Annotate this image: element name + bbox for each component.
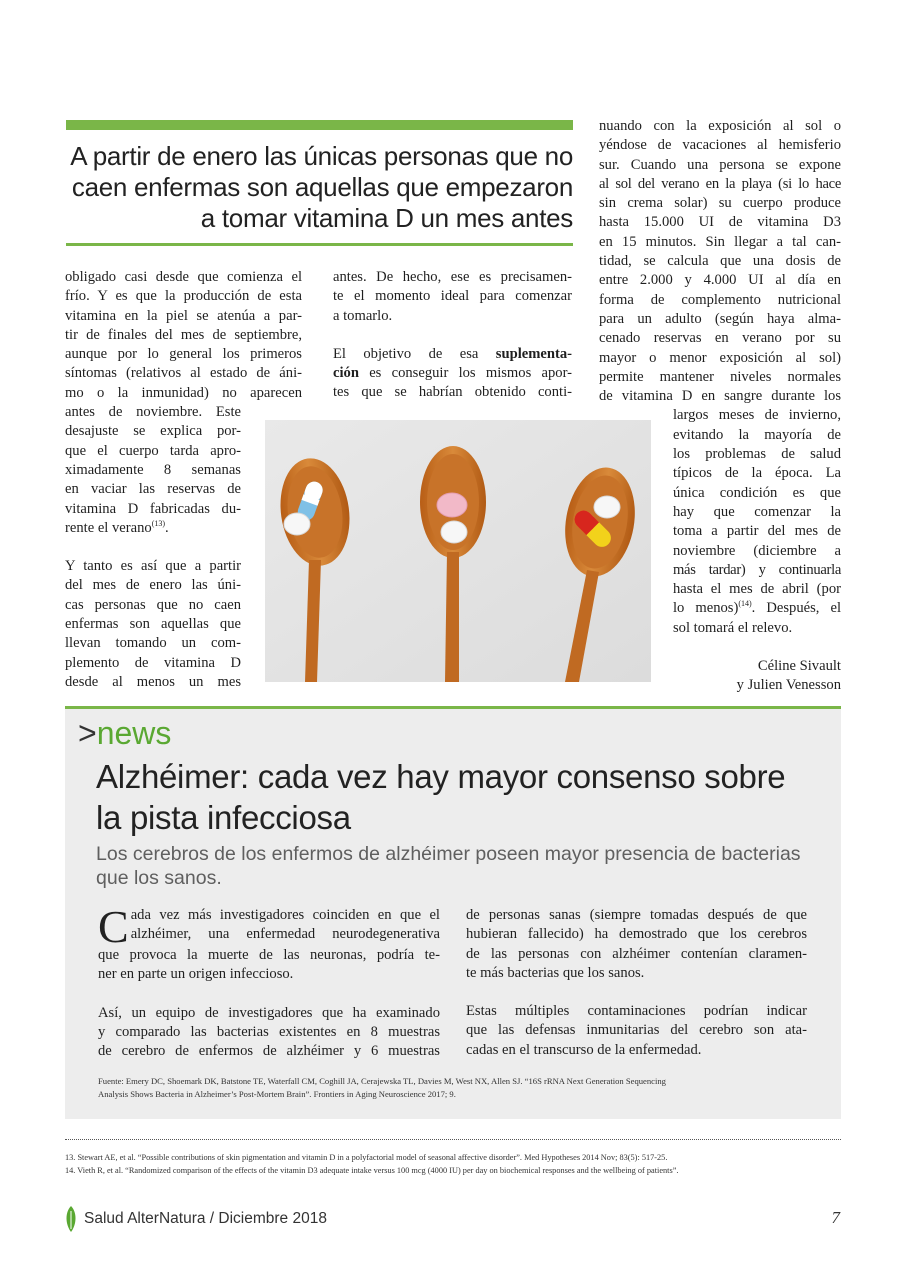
news-source (98, 1075, 810, 1100)
text-line: que el cuerpo tarda apro- (65, 442, 241, 459)
text-line: te el momento ideal para comenzar (333, 288, 572, 305)
reference-14: (14) (738, 599, 752, 609)
news-right-column (466, 906, 807, 1060)
text-line: ada vez más investigadores coinciden en que el (130, 907, 440, 923)
spoons-illustration (265, 420, 651, 682)
text-fragment: lo menos) (673, 600, 739, 617)
text-line: tidad, se calcula que una dosis de (599, 253, 841, 270)
text-line: llevan tomando un com- (65, 635, 241, 652)
text-line: Estas múltiples contaminaciones podrían indicar (466, 1003, 807, 1020)
news-left-para2 (98, 1004, 440, 1062)
news-left-para1 (98, 901, 440, 985)
text-line: de las personas con alzhéimer contenían claramen- (466, 945, 807, 962)
news-left-column (98, 901, 440, 1061)
col3-narrow (673, 406, 841, 695)
text-line: sol tomará el relevo. (673, 619, 793, 636)
text-line: entre 2.000 y 4.000 UI al día en (599, 272, 841, 289)
author-name: y Julien Venesson (736, 677, 841, 694)
col1-para1-narrow (65, 403, 241, 538)
news-title-line: Alzhéimer: cada vez hay mayor consenso sobre (96, 758, 786, 795)
text-line: hubieran fallecido) ha demostrado que los cerebros (466, 926, 807, 943)
text-line: y comparado las bacterias existentes en 8 muestras (98, 1023, 440, 1040)
text-line: enfermas son aquellas que (65, 616, 241, 633)
text-line: sur. Cuando una persona se expone (599, 156, 841, 173)
text-line: única condición es que (673, 484, 841, 501)
text-line: tes que se habrían obtenido conti- (333, 384, 572, 401)
text-line: vitamina D fabricadas du- (65, 500, 241, 517)
text-line: obligado casi desde que comienza el (65, 269, 302, 285)
text-line: Y tanto es así que a partir (65, 558, 241, 575)
text-line: largos meses de invierno, (673, 407, 841, 424)
news-tag-arrow: > (78, 715, 97, 751)
text-line: más tardar) y continuarla (673, 561, 841, 578)
text-line: desde al menos un mes (65, 673, 241, 690)
text-line: aunque por lo general los primeros (65, 346, 302, 363)
text-fragment: El objetivo de esa (333, 345, 496, 362)
text-line: para un adulto (según haya alma- (599, 310, 841, 327)
text-line: en 15 minutos. Sin llegar a tal can- (599, 233, 841, 250)
col1-para2 (65, 557, 241, 692)
text-line: al sol del verano en la playa (si lo hace (599, 175, 841, 192)
drop-cap: C (98, 901, 129, 952)
text-line: ximadamente 8 semanas (65, 461, 241, 478)
text-line: sin crema solar) su cuerpo produce (599, 195, 841, 212)
news-right-para2 (466, 1002, 807, 1060)
reference-13: (13) (151, 519, 166, 528)
text-fragment: rente el verano (65, 519, 152, 536)
text-line: vitamina en la piel se atenúa a par- (65, 307, 302, 324)
text-line: en vaciar las reservas de (65, 481, 241, 498)
text-line: alzhéimer, una enfermedad neurodegenerativa (130, 926, 440, 943)
text-line: evitando la mayoría de (673, 426, 841, 443)
text-line: del mes de enero las úni- (65, 577, 241, 594)
text-line: mayor o menor exposición al sol) (599, 349, 841, 366)
pull-quote-line: caen enfermas son aquellas que empezaron (71, 172, 573, 202)
author-name: Céline Sivault (757, 658, 841, 675)
footnote-14: 14. Vieth R, et al. “Randomized comparison of the effects of the vitamin D3 adequate intake versus 100 mcg (4000 IU) per day on biochemical responses and the wellbeing of patients”. (65, 1165, 679, 1175)
text-line (673, 599, 841, 618)
text-line: que las defensas inmunitarias del cerebro son ata- (466, 1022, 807, 1039)
news-title-line: la pista infecciosa (96, 799, 351, 836)
text-line: Así, un equipo de investigadores que ha examinado (98, 1004, 440, 1021)
text-line: hay que comenzar la (673, 503, 841, 520)
text-line: cas personas que no caen (65, 596, 241, 613)
text-line: frío. Y es que la producción de esta (65, 288, 302, 305)
text-line (333, 364, 572, 383)
text-line: ner en parte un origen infeccioso. (98, 966, 294, 983)
text-line: típicos de la época. La (673, 465, 841, 482)
text-line: desajuste se explica por- (65, 423, 241, 440)
text-line: antes de noviembre. Este (65, 404, 241, 421)
text-line: noviembre (diciembre a (673, 542, 841, 559)
text-line: cenado reservas en verano por su (599, 330, 841, 347)
text-line: síntomas (relativos al estado de áni- (65, 365, 302, 382)
pull-quote-top-rule (66, 120, 573, 130)
text-line: que provoca la muerte de las neuronas, podría te- (98, 947, 440, 963)
text-line: de personas sanas (siempre tomadas después de que (466, 907, 807, 923)
text-line: cadas en el transcurso de la enfermedad. (466, 1041, 702, 1058)
col1-para1 (65, 268, 302, 403)
text-line: a tomarlo. (333, 307, 393, 324)
text-fragment: . Después, el (751, 600, 841, 617)
col2-para2 (333, 345, 572, 403)
text-line: nuando con la exposición al sol o (599, 118, 841, 134)
footnotes (65, 1152, 855, 1177)
text-line: tir de finales del mes de septiembre, (65, 326, 302, 343)
text-line: hasta 15.000 UI de vitamina D3 (599, 214, 841, 231)
col2-para1 (333, 268, 572, 326)
text-line: te más bacterias que los sanos. (466, 964, 645, 981)
source-line: Fuente: Emery DC, Shoemark DK, Batstone TE, Waterfall CM, Coghill JA, Cerajewska TL, Davies M, West NX, Allen SJ. “16S rRNA Next Generation Sequencing (98, 1076, 666, 1086)
news-tag (78, 714, 171, 752)
news-subtitle (96, 842, 836, 890)
text-line: toma a partir del mes de (673, 523, 841, 540)
text-line: antes. De hecho, ese es precisamen- (333, 269, 572, 285)
pull-quote (60, 141, 573, 234)
text-line: rente el verano$^{(13)}$. (65, 519, 169, 536)
text-line: permite mantener niveles normales (599, 368, 841, 385)
bold-term: ción (333, 365, 359, 382)
pull-quote-line: a tomar vitamina D un mes antes (200, 203, 573, 233)
text-line: los problemas de salud (673, 446, 841, 463)
footnote-divider (65, 1139, 841, 1140)
text-fragment: es conseguir los mismos apor- (358, 365, 572, 382)
news-title (96, 756, 836, 838)
page-number: 7 (831, 1208, 840, 1227)
pull-quote-bottom-rule (66, 243, 573, 246)
source-line: Analysis Shows Bacteria in Alzheimer’s Post-Mortem Brain”. Frontiers in Aging Neuroscience 2017; 9. (98, 1088, 456, 1099)
text-line (333, 345, 572, 364)
footer (64, 1205, 842, 1235)
news-subtitle-line: Los cerebros de los enfermos de alzhéimer poseen mayor presencia de bacterias (96, 843, 801, 865)
magazine-name: Salud AlterNatura / Diciembre 2018 (84, 1210, 327, 1227)
text-line: forma de complemento nutricional (599, 291, 841, 308)
spoons-with-pills-photo (265, 420, 651, 682)
news-tag-label: news (96, 715, 172, 751)
news-subtitle-line: que los sanos. (96, 867, 222, 889)
news-right-para1 (466, 906, 807, 983)
text-line: hasta el mes de abril (por (673, 581, 841, 598)
bold-term: suplementa- (495, 345, 572, 362)
footnote-13: 13. Stewart AE, et al. “Possible contributions of skin pigmentation and vitamin D in a polyfactorial model of seasonal affective disorder”. Med Hypotheses 2014 Nov; 83(5): 517-25. (65, 1153, 668, 1162)
text-line: de cerebro de enfermos de alzhéimer y 6 muestras (98, 1043, 440, 1060)
text-line: mo o la inmunidad) no aparecen (65, 384, 302, 401)
text-line: de vitamina D en sangre durante los (599, 388, 841, 405)
pull-quote-line: A partir de enero las únicas personas que no (70, 141, 573, 171)
text-line: plemento de vitamina D (65, 654, 241, 671)
leaf-logo-icon (64, 1205, 78, 1233)
article-column-2 (333, 268, 572, 403)
text-line: yéndose de vacaciones al hemisferio (599, 137, 841, 154)
